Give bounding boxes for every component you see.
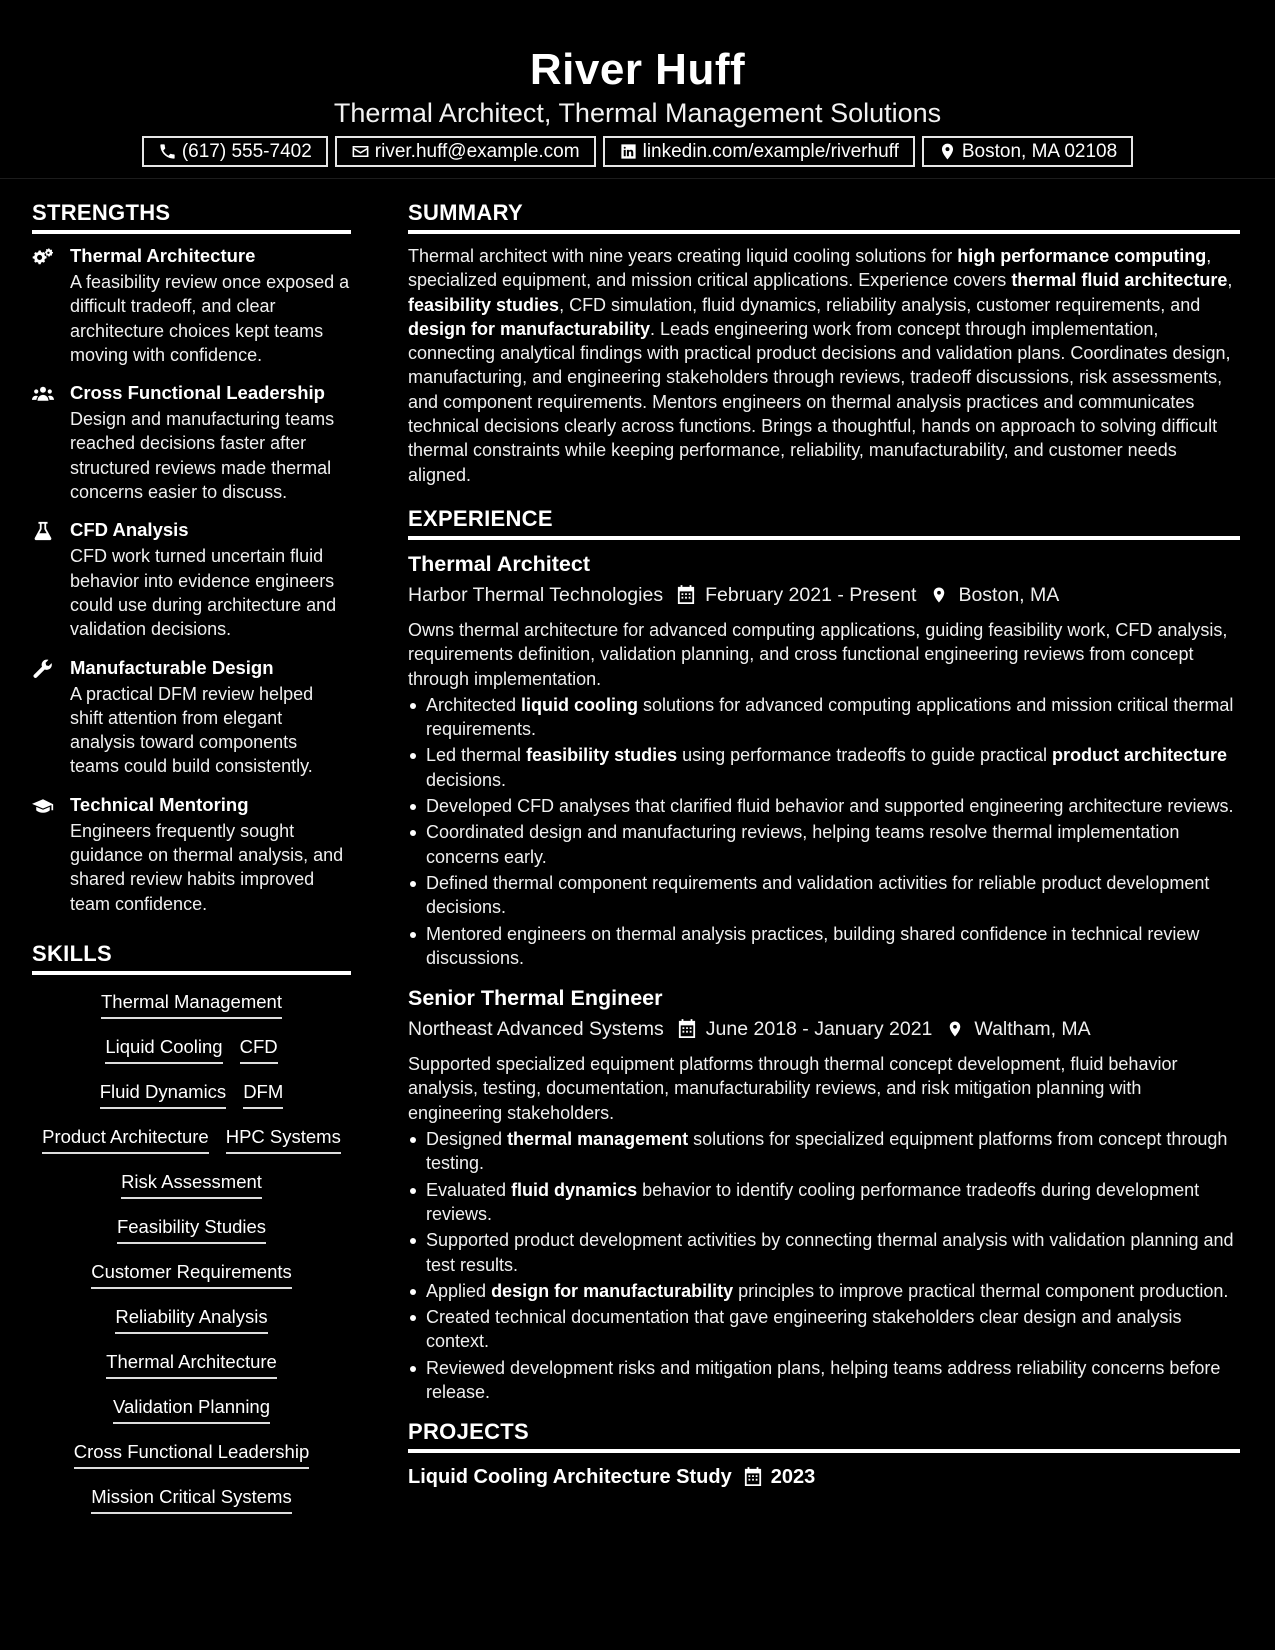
- projects-heading: PROJECTS: [408, 1418, 1240, 1453]
- skill-tag: Validation Planning: [113, 1394, 270, 1424]
- strength-title: Thermal Architecture: [70, 245, 256, 266]
- flask-icon: [32, 521, 54, 541]
- job-meta: [408, 580, 1240, 610]
- skill-tag: Product Architecture: [42, 1124, 209, 1154]
- candidate-role: Thermal Architect, Thermal Management Solutions: [333, 98, 942, 128]
- job-dates: June 2018 - January 2021: [705, 1018, 933, 1041]
- phone-icon: [158, 142, 177, 161]
- skill-tag: Risk Assessment: [121, 1169, 262, 1199]
- strength-title: CFD Analysis: [70, 519, 189, 541]
- job-entry: [408, 550, 1240, 970]
- map-pin-icon: [930, 585, 948, 605]
- job-bullets: [408, 1127, 1240, 1404]
- skill-tag: Fluid Dynamics: [100, 1079, 226, 1109]
- linkedin-icon: [619, 142, 638, 161]
- calendar-icon: [744, 1467, 762, 1487]
- job-bullet: Architected liquid cooling solutions for advanced computing applications and mission critical thermal requirements.: [408, 693, 1240, 742]
- strength-text: A feasibility review once exposed a difficult tradeoff, and clear architecture choices kept teams moving with confidence.: [70, 272, 350, 365]
- skill-tag: Thermal Architecture: [106, 1349, 277, 1379]
- left-column: [32, 199, 351, 1529]
- map-pin-icon: [946, 1019, 964, 1039]
- skill-tag: Customer Requirements: [91, 1259, 292, 1289]
- skills-list: [32, 985, 351, 1529]
- job-bullet: Applied design for manufacturability principles to improve practical thermal component production.: [408, 1279, 1240, 1303]
- job-meta: [408, 1014, 1240, 1044]
- skill-tag: Feasibility Studies: [117, 1214, 266, 1244]
- strength-title: Cross Functional Leadership: [70, 382, 325, 404]
- skill-tag: Mission Critical Systems: [91, 1484, 291, 1514]
- experience-heading: EXPERIENCE: [408, 505, 1240, 540]
- skill-tag: Thermal Management: [101, 989, 282, 1019]
- gears-icon: [32, 247, 54, 267]
- job-company: Harbor Thermal Technologies: [408, 583, 664, 606]
- map-pin-icon: [938, 142, 957, 161]
- skills-heading: SKILLS: [32, 940, 351, 975]
- job-bullet: Developed CFD analyses that clarified fluid behavior and supported engineering architecture reviews.: [408, 794, 1240, 818]
- strength-text: Design and manufacturing teams reached decisions faster after structured reviews made thermal concerns easier to discuss.: [70, 409, 335, 503]
- skill-tag: DFM: [243, 1079, 283, 1109]
- job-bullet: Created technical documentation that gave engineering stakeholders clear design and analysis context.: [408, 1305, 1240, 1354]
- skill-tag: Reliability Analysis: [115, 1304, 267, 1334]
- graduation-cap-icon: [32, 796, 54, 816]
- resume-header: [0, 0, 1275, 179]
- job-description: Owns thermal architecture for advanced computing applications, guiding feasibility work, CFD analysis, requirements definition, validation planning, and cross functional engineering reviews from concept through implementation.: [408, 619, 1228, 689]
- strength-item: [32, 244, 351, 367]
- job-bullet: Mentored engineers on thermal analysis practices, building shared confidence in technical review discussions.: [408, 922, 1240, 971]
- contact-location-text: Boston, MA 02108: [961, 141, 1118, 162]
- contact-linkedin-text: linkedin.com/example/riverhuff: [642, 141, 899, 162]
- project-year: 2023: [770, 1466, 816, 1489]
- summary-text: Thermal architect with nine years creating liquid cooling solutions for high performance computing, specialized equipment, and mission critical applications. Experience covers thermal fluid architecture, feasibility studies, CFD simulation, fluid dynamics, reliability analysis, customer requirements, and design for manufacturability. Leads engineering work from concept through implementation, connecting analytical findings with practical product decisions and validation plans. Coordinates design, manufacturing, and engineering stakeholders through reviews, tradeoff discussions, risk assessments, and component requirements. Mentors engineers on thermal analysis practices and communicates technical decisions clearly across functions. Brings a thoughtful, hands on approach to solving difficult thermal constraints while keeping performance, reliability, manufacturability, and customer needs aligned.: [408, 246, 1233, 485]
- strength-text: CFD work turned uncertain fluid behavior into evidence engineers could use during architecture and validation decisions.: [70, 546, 337, 640]
- skill-tag: Liquid Cooling: [105, 1034, 222, 1064]
- job-title: Senior Thermal Engineer: [408, 986, 663, 1011]
- strength-item: [32, 518, 351, 641]
- wrench-icon: [32, 659, 54, 679]
- contact-phone-text: (617) 555-7402: [181, 141, 312, 162]
- strength-text: Engineers frequently sought guidance on thermal analysis, and shared review habits improved team confidence.: [70, 820, 344, 914]
- strength-title: Manufacturable Design: [70, 656, 274, 678]
- strength-title: Technical Mentoring: [70, 793, 249, 815]
- job-bullet: Reviewed development risks and mitigation plans, helping teams address reliability concerns before release.: [408, 1356, 1240, 1405]
- users-icon: [32, 384, 54, 404]
- job-bullet: Defined thermal component requirements and validation activities for reliable product development decisions.: [408, 871, 1240, 920]
- job-bullet: Designed thermal management solutions for specialized equipment platforms from concept through testing.: [408, 1127, 1240, 1176]
- envelope-icon: [351, 142, 370, 161]
- contact-phone[interactable]: [142, 136, 328, 167]
- skill-tag: CFD: [240, 1034, 278, 1064]
- calendar-icon: [678, 1019, 696, 1039]
- job-entry: [408, 984, 1240, 1404]
- job-bullet: Evaluated fluid dynamics behavior to identify cooling performance tradeoffs during development reviews.: [408, 1178, 1240, 1227]
- strength-item: [32, 656, 351, 779]
- job-dates: February 2021 - Present: [705, 583, 917, 606]
- project-entry: [408, 1463, 1240, 1491]
- job-bullet: Coordinated design and manufacturing reviews, helping teams resolve thermal implementation concerns early.: [408, 820, 1240, 869]
- project-title: Liquid Cooling Architecture Study: [408, 1466, 732, 1489]
- job-title: Thermal Architect: [408, 551, 591, 576]
- job-bullet: Supported product development activities by connecting thermal analysis with validation planning and test results.: [408, 1228, 1240, 1277]
- strength-item: [32, 793, 351, 916]
- skill-tag: HPC Systems: [226, 1124, 341, 1154]
- strengths-heading: STRENGTHS: [32, 199, 351, 234]
- summary-heading: SUMMARY: [408, 199, 1240, 234]
- contact-bar: [0, 136, 1275, 167]
- candidate-name: River Huff: [529, 45, 746, 94]
- job-company: Northeast Advanced Systems: [408, 1018, 664, 1041]
- contact-linkedin[interactable]: [603, 136, 915, 167]
- job-description: Supported specialized equipment platforms through thermal concept development, fluid behavior analysis, testing, documentation, manufacturability reviews, and risk mitigation planning with engineering stakeholders.: [408, 1054, 1178, 1123]
- contact-email-text: river.huff@example.com: [374, 141, 580, 162]
- strength-item: [32, 381, 351, 504]
- job-location: Waltham, MA: [974, 1018, 1091, 1041]
- job-bullet: Led thermal feasibility studies using performance tradeoffs to guide practical product architecture decisions.: [408, 743, 1240, 792]
- skill-tag: Cross Functional Leadership: [74, 1439, 310, 1469]
- calendar-icon: [677, 585, 695, 605]
- job-bullets: [408, 693, 1240, 970]
- right-column: [408, 199, 1240, 1491]
- contact-location: [922, 136, 1133, 167]
- job-location: Boston, MA: [958, 583, 1060, 606]
- contact-email[interactable]: [335, 136, 596, 167]
- strength-text: A practical DFM review helped shift attention from elegant analysis toward components teams could build consistently.: [70, 683, 314, 777]
